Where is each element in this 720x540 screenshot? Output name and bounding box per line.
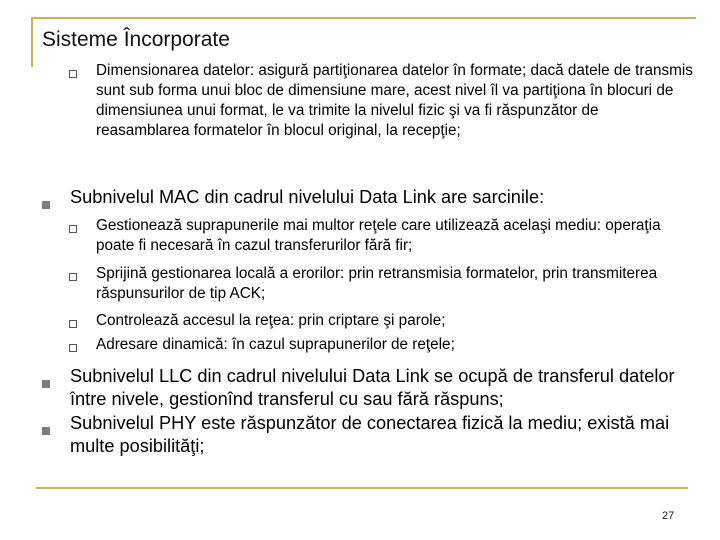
- square-bullet-icon: [42, 380, 50, 388]
- sub-bullet-text: Gestionează suprapunerile mai multor reţele care utilizează acelaşi mediu: operaţia poate fi necesară în cazul transferurilor fără fir;: [96, 217, 661, 254]
- sub-bullet-text: Adresare dinamică: în cazul suprapunerilor de reţele;: [96, 336, 455, 353]
- sub-bullet-text: Controlează accesul la reţea: prin criptare şi parole;: [96, 312, 446, 329]
- frame-top-line: [31, 17, 696, 19]
- square-bullet-icon: [42, 201, 50, 209]
- main-bullet-text: Subnivelul MAC din cadrul nivelului Data Link are sarcinile:: [70, 187, 545, 207]
- hollow-square-bullet-icon: [69, 320, 77, 328]
- slide-title: Sisteme Încorporate: [42, 28, 230, 51]
- main-bullet-text: Subnivelul PHY este răspunzător de conectarea fizică la mediu; există mai multe posibilităţi;: [70, 413, 670, 456]
- hollow-square-bullet-icon: [69, 70, 77, 78]
- hollow-square-bullet-icon: [69, 273, 77, 281]
- hollow-square-bullet-icon: [69, 225, 77, 233]
- hollow-square-bullet-icon: [69, 344, 77, 352]
- sub-bullet-text: Sprijină gestionarea locală a erorilor: prin retransmisia formatelor, prin transmiterea răspunsurilor de tip ACK;: [96, 265, 658, 302]
- sub-bullet-text: Dimensionarea datelor: asigură partiţionarea datelor în formate; dacă datele de transmis sunt sub forma unui bloc de dimensiune mare, acest nivel îl va partiţiona în blocuri de dimensiunea unui format, le va trimite la nivelul fizic şi va fi răspunzător de reasamblarea formatelor în blocul original, la recepţie;: [96, 62, 693, 139]
- frame-bottom-line: [36, 487, 688, 489]
- frame-left-line: [31, 17, 33, 67]
- main-bullet-text: Subnivelul LLC din cadrul nivelului Data Link se ocupă de transferul datelor între nivele, gestionînd transferul cu sau fără răspuns;: [70, 366, 675, 409]
- page-number: 27: [662, 510, 675, 522]
- square-bullet-icon: [42, 427, 50, 435]
